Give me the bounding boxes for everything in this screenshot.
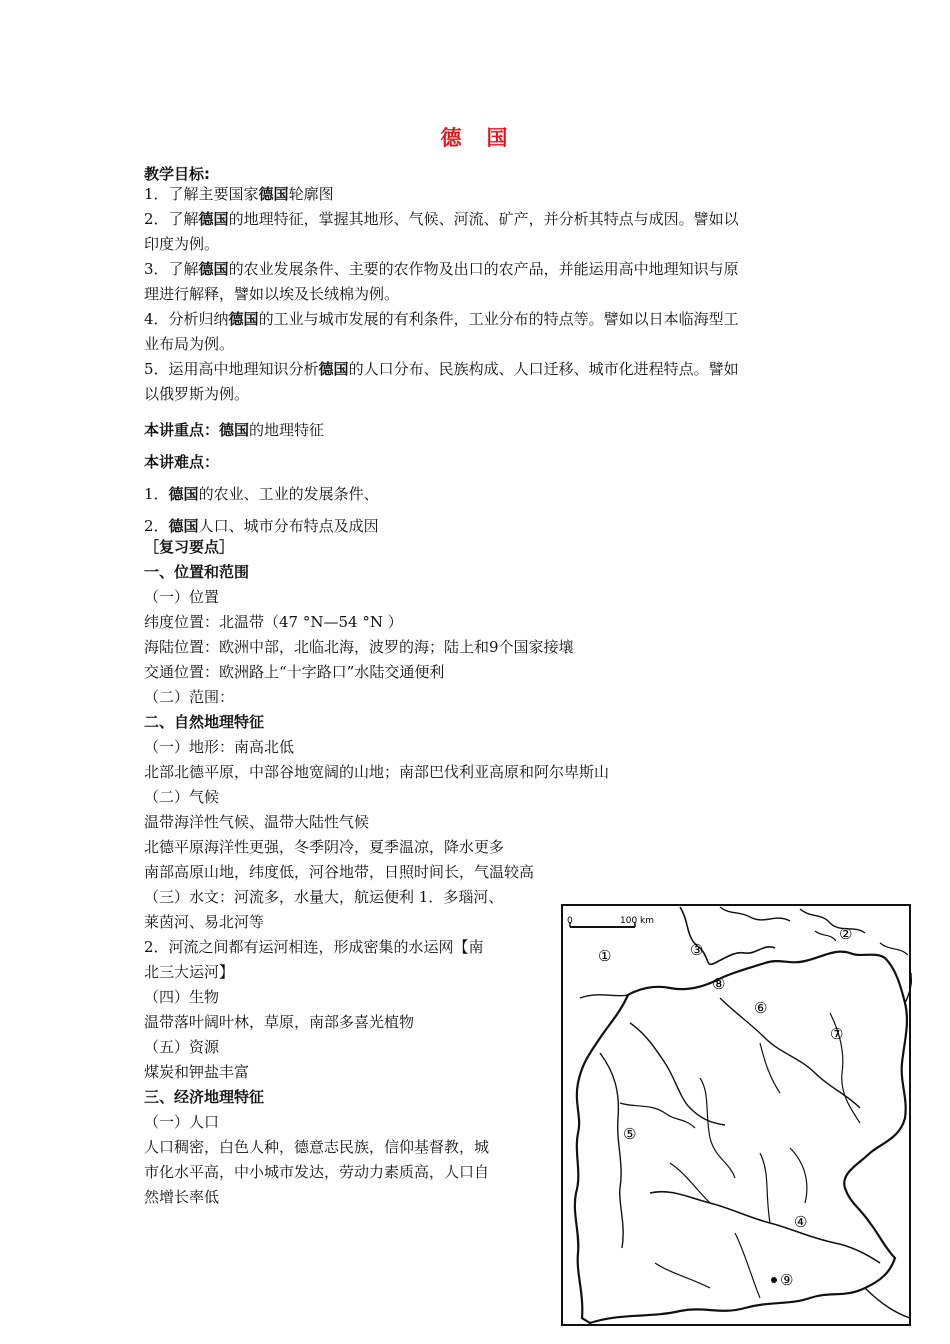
hydro-line-3: 2．河流之间都有运河相连，形成密集的水运网【南 <box>144 938 484 956</box>
goal-item-5-cont: 以俄罗斯为例。 <box>144 385 250 403</box>
key-point-label: 本讲重点： <box>144 421 220 439</box>
germany-outline-map <box>560 903 912 1344</box>
goal-item-4 <box>144 309 739 329</box>
difficulty-1-post: 的农业、工业的发展条件、 <box>198 485 379 503</box>
section-1-title: 一、位置和范围 <box>144 563 250 581</box>
map-frame <box>562 905 910 1325</box>
island-2 <box>880 943 908 955</box>
map-svg <box>560 903 912 1344</box>
climate-subheading: （二）气候 <box>144 788 220 806</box>
review-heading: ［复习要点］ <box>144 538 235 556</box>
goal-item-3-cont: 理进行解释，譬如以埃及长绒棉为例。 <box>144 285 400 303</box>
bio-detail: 温带落叶阔叶林，草原，南部多喜光植物 <box>144 1013 415 1031</box>
population-subheading: （一）人口 <box>144 1113 220 1131</box>
goal-5-bold: 德国 <box>318 360 349 378</box>
map-marker-9: ⑨ <box>780 1271 794 1289</box>
map-marker-3: ③ <box>690 941 704 959</box>
page-title: 德 国 <box>440 126 510 150</box>
section-3-title: 三、经济地理特征 <box>144 1088 265 1106</box>
river-11 <box>790 1148 807 1203</box>
river-13 <box>735 1233 760 1298</box>
goal-2-post: 的地理特征，掌握其地形、气候、河流、矿产，并分析其特点与成因。譬如以 <box>228 210 739 228</box>
difficulty-item-1 <box>144 484 379 504</box>
bio-subheading: （四）生物 <box>144 988 220 1006</box>
river-5 <box>760 1043 780 1093</box>
difficulty-label: 本讲难点： <box>144 453 220 471</box>
section-2-title: 二、自然地理特征 <box>144 713 265 731</box>
key-point-text: 的地理特征 <box>249 421 325 439</box>
goals-heading: 教学目标: <box>144 165 210 183</box>
traffic-position: 交通位置：欧洲路上“十字路口”水陆交通便利 <box>144 663 445 681</box>
denmark-coast <box>720 907 790 921</box>
difficulty-2-bold: 德国 <box>168 517 199 535</box>
river-10 <box>760 1153 770 1223</box>
hydro-line-4: 北三大运河】 <box>144 963 235 981</box>
map-marker-8: ⑧ <box>712 975 726 993</box>
goal-2-pre: 2．了解 <box>144 210 199 228</box>
map-marker-2: ② <box>839 925 853 943</box>
goal-item-3 <box>144 259 739 279</box>
difficulty-2-pre: 2． <box>144 517 169 535</box>
island-1 <box>815 931 836 941</box>
neighbor-border-nw <box>580 995 628 998</box>
map-marker-5: ⑤ <box>623 1125 637 1143</box>
baltic-coast <box>800 909 865 933</box>
hydro-line-2: 莱茵河、易北河等 <box>144 913 265 931</box>
goal-item-2-cont: 印度为例。 <box>144 235 220 253</box>
rhine-river <box>600 1053 623 1248</box>
difficulty-item-2 <box>144 516 379 536</box>
key-point <box>144 420 324 440</box>
map-marker-1: ① <box>598 947 612 965</box>
goal-item-1 <box>144 184 334 204</box>
river-1 <box>630 1023 725 1125</box>
difficulty-1-pre: 1． <box>144 485 169 503</box>
elbe-river <box>720 998 860 1108</box>
goal-4-bold: 德国 <box>228 310 259 328</box>
danube-river <box>650 1192 880 1263</box>
goal-4-pre: 4．分析归纳 <box>144 310 229 328</box>
goal-3-post: 的农业发展条件、主要的农作物及出口的农产品，并能运用高中地理知识与原 <box>228 260 739 278</box>
climate-line-2: 北德平原海洋性更强，冬季阴冷，夏季温凉，降水更多 <box>144 838 505 856</box>
resources-detail: 煤炭和钾盐丰富 <box>144 1063 250 1081</box>
goal-item-2 <box>144 209 739 229</box>
range-subheading: （二）范围： <box>144 688 235 706</box>
goal-5-post: 的人口分布、民族构成、人口迁移、城市化进程特点。譬如 <box>348 360 739 378</box>
hydro-line-1: （三）水文：河流多，水量大，航运便利 1．多瑙河、 <box>144 888 504 906</box>
goal-1-bold: 德国 <box>258 185 289 203</box>
resources-subheading: （五）资源 <box>144 1038 220 1056</box>
scale-label: 100 km <box>620 916 655 926</box>
population-line-1: 人口稠密，白色人种，德意志民族，信仰基督教，城 <box>144 1138 490 1156</box>
key-point-bold: 德国 <box>219 421 250 439</box>
population-line-2: 市化水平高，中小城市发达，劳动力素质高，人口自 <box>144 1163 490 1181</box>
goal-1-pre: 1．了解主要国家 <box>144 185 259 203</box>
population-line-3: 然增长率低 <box>144 1188 220 1206</box>
sea-land-position: 海陆位置：欧洲中部，北临北海，波罗的海；陆上和9个国家接壤 <box>144 638 574 656</box>
goal-2-bold: 德国 <box>198 210 229 228</box>
goal-3-bold: 德国 <box>198 260 229 278</box>
climate-line-3: 南部高原山地，纬度低，河谷地带，日照时间长，气温较高 <box>144 863 535 881</box>
goal-1-post: 轮廓图 <box>288 185 334 203</box>
goal-item-5 <box>144 359 739 379</box>
terrain-detail: 北部北德平原，中部谷地宽阔的山地；南部巴伐利亚高原和阿尔卑斯山 <box>144 763 610 781</box>
neighbor-border-se <box>865 1288 910 1318</box>
terrain-subheading: （一）地形：南高北低 <box>144 738 295 756</box>
map-marker-6: ⑥ <box>754 999 768 1017</box>
goal-4-post: 的工业与城市发展的有利条件，工业分布的特点等。譬如以日本临海型工 <box>258 310 739 328</box>
goal-5-pre: 5．运用高中地理知识分析 <box>144 360 319 378</box>
latitude-position: 纬度位置：北温带（47 °N—54 °N ） <box>144 613 403 631</box>
location-subheading: （一）位置 <box>144 588 220 606</box>
difficulty-2-post: 人口、城市分布特点及成因 <box>198 517 379 535</box>
river-7 <box>700 1078 735 1178</box>
scale-zero: 0 <box>567 916 573 926</box>
city-dot <box>771 1277 777 1283</box>
map-marker-4: ④ <box>794 1213 808 1231</box>
difficulty-1-bold: 德国 <box>168 485 199 503</box>
map-marker-7: ⑦ <box>830 1025 844 1043</box>
climate-line-1: 温带海洋性气候、温带大陆性气候 <box>144 813 370 831</box>
river-12 <box>655 1263 710 1288</box>
goal-item-4-cont: 业布局为例。 <box>144 335 235 353</box>
goal-3-pre: 3．了解 <box>144 260 199 278</box>
